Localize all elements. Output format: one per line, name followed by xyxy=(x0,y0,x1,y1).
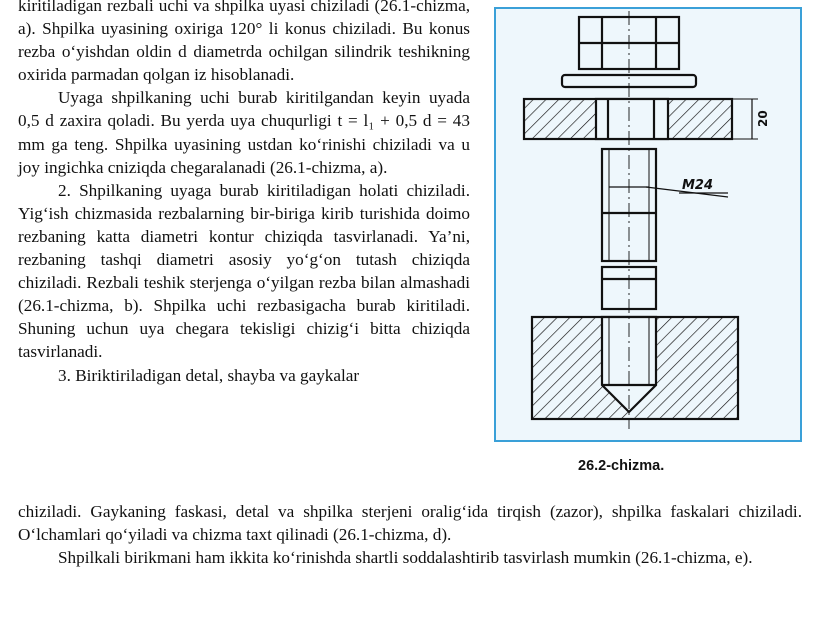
fullwidth-text xyxy=(18,500,802,569)
column-text xyxy=(18,0,470,387)
stud-joint-drawing xyxy=(496,9,800,440)
thread-label: M24 xyxy=(682,178,714,193)
paragraph-1: kiritiladigan rezbali uchi va shpilka uyasi chiziladi (26.1-chizma, a). Shpilka uyasining oxiriga 120° li konus chiziladi. Bu konus rezba o‘yishdan oldin d diametrda ochilgan silindrik teshikning oxirida parmadan qolgan iz hisoblanadi. xyxy=(18,0,470,85)
paragraph-4-cont: chiziladi. Gaykaning faskasi, detal va shpilka sterjeni oralig‘ida tirqish (zazor), shpilka faskalari chiziladi. O‘lchamlari qo‘yiladi va chizma taxt qilinadi (26.1-chizma, d). xyxy=(18,502,802,545)
paragraph-2: Uyaga shpilkaning uchi burab kiritilgandan keyin uyada 0,5 d zaxira qoladi. Bu yerda uya chuqurligi t = l₁ + 0,5 d = 43 mm ga teng. Shpilka uyasining ustdan ko‘rinishi chiziladi va u joy ingichka cniziqda chegaralanadi (26.1-chizma, a). xyxy=(18,88,470,177)
figure-caption: 26.2-chizma. xyxy=(578,458,665,474)
paragraph-5: Shpilkali birikmani ham ikkita ko‘rinishda shartli soddalashtirib tasvirlash mumkin (26.1-chizma, e). xyxy=(58,548,753,568)
dimension-label: 20 xyxy=(756,110,770,127)
drawing-figure xyxy=(494,7,802,442)
paragraph-3: 2. Shpilkaning uyaga burab kiritiladigan holati chiziladi. Yig‘ish chizmasida rezbalarning bir-biriga kirib turishida doimo rezbaning katta diametri kontur chiziqda tasvirlanadi. Ya’ni, rezbaning tashqi diametri asosiy yo‘g‘on tutash chiziqda chiziladi. Rezbali teshik sterjenga o‘yilgan rezba bilan almashadi (26.1-chizma, b). Shpilka uchi rezbasigacha burab kiritiladi. Shuning uchun uya chegara tekisligi chizig‘i bitta chiziqda tasvirlanadi. xyxy=(18,180,470,362)
paragraph-4-start: 3. Biriktiriladigan detal, shayba va gaykalar xyxy=(58,365,360,385)
